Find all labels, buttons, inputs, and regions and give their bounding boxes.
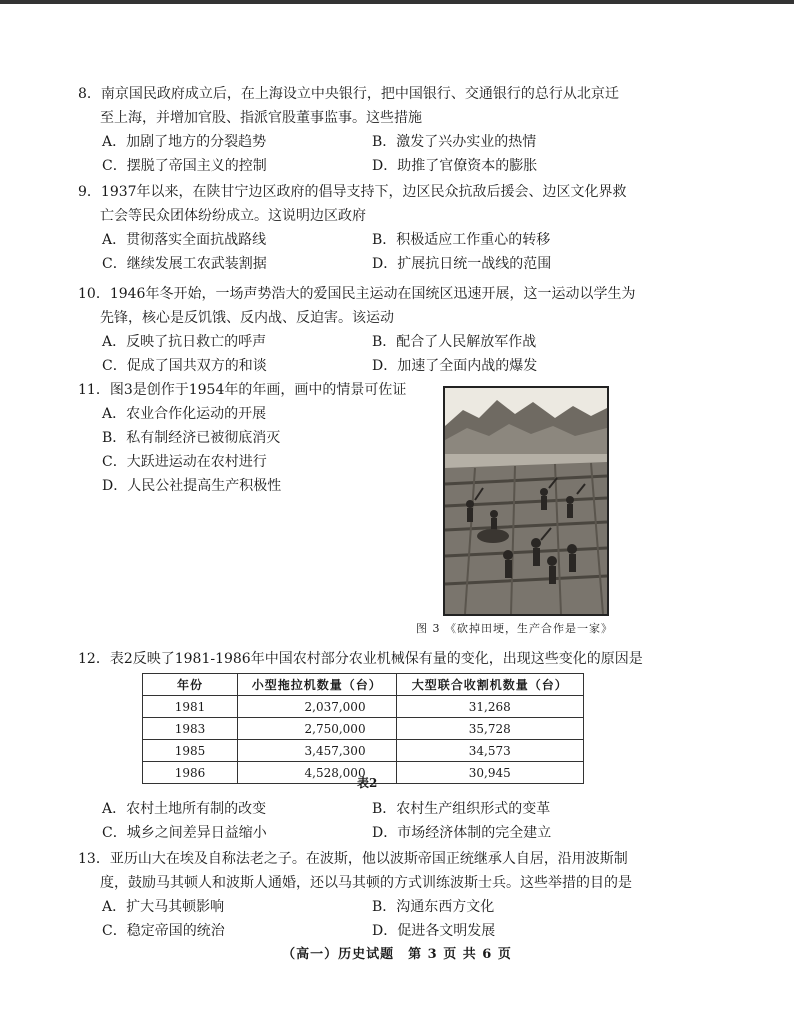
option-10b: B．配合了人民解放军作战 xyxy=(372,334,537,350)
table-cell: 1986 xyxy=(143,762,238,784)
question-10 xyxy=(78,282,658,378)
table-row xyxy=(143,740,584,762)
table-cell: 31,268 xyxy=(396,696,583,718)
top-border xyxy=(0,0,794,4)
question-10-options xyxy=(102,330,658,378)
question-10-stem: 10．1946年冬开始，一场声势浩大的爱国民主运动在国统区迅速开展，这一运动以学生为 xyxy=(78,286,636,302)
table-cell: 1983 xyxy=(143,718,238,740)
question-13-stem: 13．亚历山大在埃及自称法老之子。在波斯，他以波斯帝国正统继承人自居，沿用波斯制 xyxy=(78,851,628,867)
question-13-options xyxy=(102,895,678,943)
table-header-row xyxy=(143,674,584,696)
table-2-caption: 表2 xyxy=(357,776,378,790)
question-9-stem-cont: 亡会等民众团体纷纷成立。这说明边区政府 xyxy=(100,208,366,224)
question-13 xyxy=(78,847,678,943)
question-8-stem: 8．南京国民政府成立后，在上海设立中央银行，把中国银行、交通银行的总行从北京迁 xyxy=(78,86,619,102)
question-11-stem: 11．图3是创作于1954年的年画，画中的情景可佐证 xyxy=(78,382,407,398)
option-8b: B．激发了兴办实业的热情 xyxy=(372,134,537,150)
question-8-options xyxy=(102,130,658,178)
figure-3-painting xyxy=(443,386,609,616)
table-row xyxy=(143,718,584,740)
question-13-stem-cont: 度，鼓励马其顿人和波斯人通婚，还以马其顿的方式训练波斯士兵。这些举措的目的是 xyxy=(100,875,632,891)
table-cell: 2,750,000 xyxy=(238,718,397,740)
question-10-stem-cont: 先锋，核心是反饥饿、反内战、反迫害。该运动 xyxy=(100,310,394,326)
option-13d: D．促进各文明发展 xyxy=(372,923,496,939)
option-9c: C．继续发展工农武装割据 xyxy=(102,256,267,272)
question-12-options xyxy=(102,797,658,845)
option-13b: B．沟通东西方文化 xyxy=(372,899,495,915)
question-11 xyxy=(78,378,418,498)
question-12-stem: 12．表2反映了1981-1986年中国农村部分农业机械保有量的变化，出现这些变化的原因是 xyxy=(78,651,643,667)
question-11-options xyxy=(102,402,418,498)
question-12-options-block xyxy=(78,797,658,845)
table-cell: 30,945 xyxy=(396,762,583,784)
option-8a: A．加剧了地方的分裂趋势 xyxy=(102,134,267,150)
question-8-stem-cont: 至上海，并增加官股、指派官股董事监事。这些措施 xyxy=(100,110,422,126)
question-9-stem: 9．1937年以来，在陕甘宁边区政府的倡导支持下，边区民众抗敌后援会、边区文化界救 xyxy=(78,184,627,200)
option-10d: D．加速了全面内战的爆发 xyxy=(372,358,538,374)
option-12d: D．市场经济体制的完全建立 xyxy=(372,825,552,841)
table-cell: 2,037,000 xyxy=(238,696,397,718)
table-header-harvesters: 大型联合收割机数量（台） xyxy=(396,674,583,696)
option-11b: B．私有制经济已被彻底消灭 xyxy=(102,430,281,446)
table-row xyxy=(143,696,584,718)
painting-illustration xyxy=(445,388,607,614)
option-12a: A．农村土地所有制的改变 xyxy=(102,801,267,817)
option-9b: B．积极适应工作重心的转移 xyxy=(372,232,551,248)
table-cell: 34,573 xyxy=(396,740,583,762)
option-10c: C．促成了国共双方的和谈 xyxy=(102,358,267,374)
option-9d: D．扩展抗日统一战线的范围 xyxy=(372,256,552,272)
table-cell: 4,528,000 xyxy=(238,762,397,784)
question-8 xyxy=(78,82,658,178)
option-9a: A．贯彻落实全面抗战路线 xyxy=(102,232,267,248)
option-12b: B．农村生产组织形式的变革 xyxy=(372,801,551,817)
option-11a: A．农业合作化运动的开展 xyxy=(102,406,267,422)
option-11c: C．大跃进运动在农村进行 xyxy=(102,454,267,470)
question-9-options xyxy=(102,228,658,276)
option-8c: C．摆脱了帝国主义的控制 xyxy=(102,158,267,174)
table-cell: 35,728 xyxy=(396,718,583,740)
table-cell: 1985 xyxy=(143,740,238,762)
table-2 xyxy=(142,673,584,784)
question-9 xyxy=(78,180,658,276)
table-cell: 3,457,300 xyxy=(238,740,397,762)
table-header-year: 年份 xyxy=(143,674,238,696)
option-10a: A．反映了抗日救亡的呼声 xyxy=(102,334,267,350)
option-13a: A．扩大马其顿影响 xyxy=(102,899,225,915)
option-12c: C．城乡之间差异日益缩小 xyxy=(102,825,267,841)
table-cell: 1981 xyxy=(143,696,238,718)
page-footer: （高一）历史试题 第 3 页 共 6 页 xyxy=(282,947,512,962)
figure-3-caption: 图 3 《砍掉田埂，生产合作是一家》 xyxy=(416,622,613,635)
option-8d: D．助推了官僚资本的膨胀 xyxy=(372,158,538,174)
table-header-tractors: 小型拖拉机数量（台） xyxy=(238,674,397,696)
option-13c: C．稳定帝国的统治 xyxy=(102,923,225,939)
question-12-stem-block xyxy=(78,647,678,671)
option-11d: D．人民公社提高生产积极性 xyxy=(102,478,282,494)
